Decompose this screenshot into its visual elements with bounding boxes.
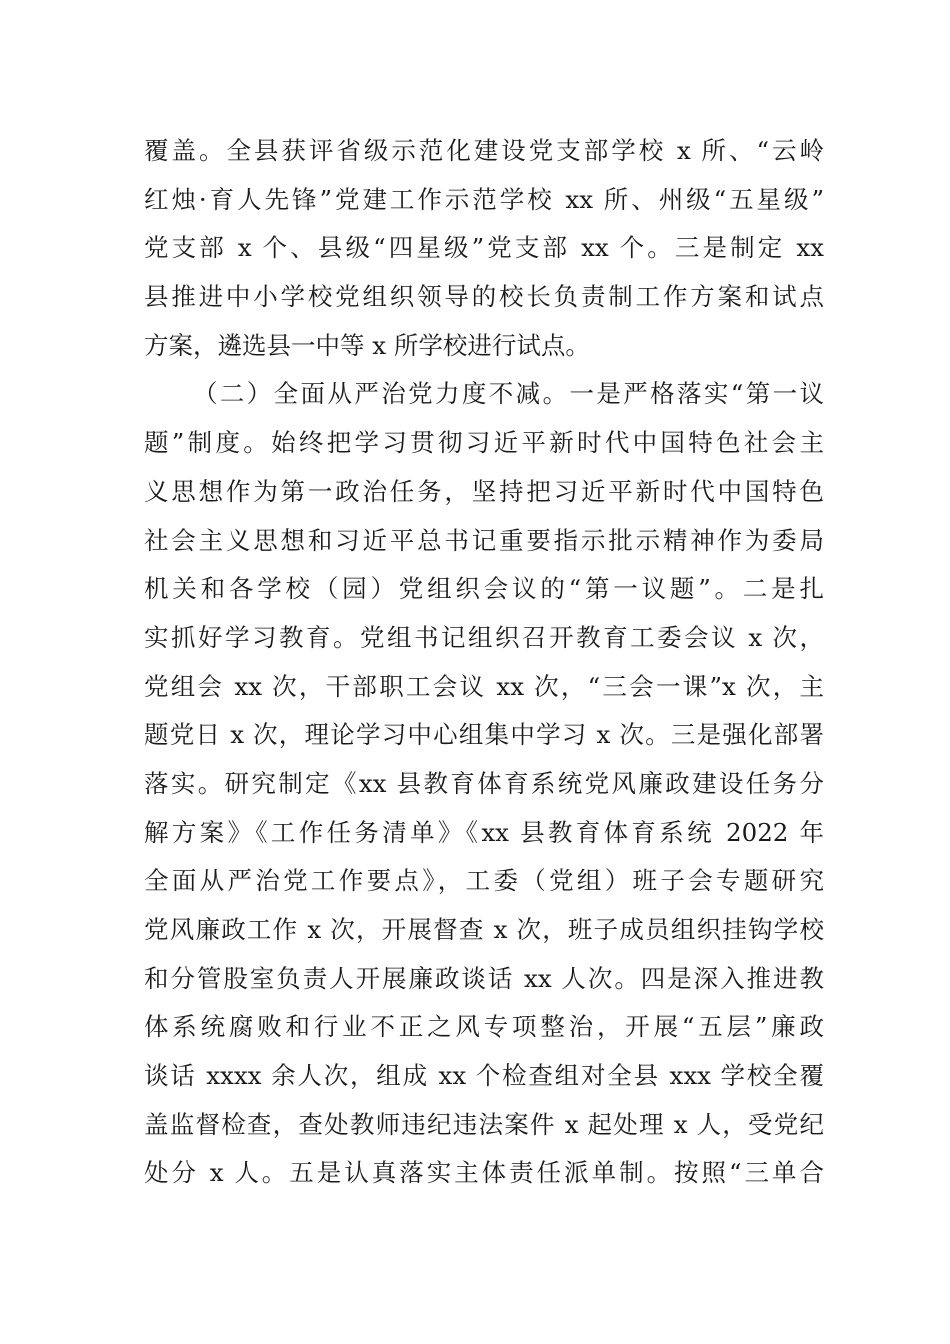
text-line: 红烛·育人先锋”党建工作示范学校 xx 所、州级“五星级” — [144, 184, 824, 214]
text-line: 县推进中小学校党组织领导的校长负责制工作方案和试点 — [144, 282, 824, 312]
text-line: 方案，遴选县一中等 x 所学校进行试点。 — [144, 330, 590, 360]
text-line: 覆盖。全县获评省级示范化建设党支部学校 x 所、“云岭 — [144, 136, 824, 165]
section-heading-line: （二）全面从严治党力度不减。一是严格落实“第一议 — [193, 379, 824, 409]
text-line: 题”制度。始终把学习贯彻习近平新时代中国特色社会主 — [144, 428, 824, 458]
body-text — [144, 127, 824, 1198]
text-line: 实抓好学习教育。党组书记组织召开教育工委会议 x 次， — [144, 622, 824, 652]
text-line: 处分 x 人。五是认真落实主体责任派单制。按照“三单合 — [144, 1158, 824, 1188]
text-line: 和分管股室负责人开展廉政谈话 xx 人次。四是深入推进教 — [144, 963, 824, 993]
text-line: 党风廉政工作 x 次，开展督查 x 次，班子成员组织挂钩学校 — [144, 915, 824, 944]
text-line: 解方案》《工作任务清单》《xx 县教育体育系统 2022 年 — [144, 817, 824, 847]
text-line: 谈话 xxxx 余人次，组成 xx 个检查组对全县 xxx 学校全覆 — [144, 1061, 824, 1091]
text-line: 党组会 xx 次，干部职工会议 xx 次，“三会一课”x 次，主 — [144, 671, 824, 701]
text-line: 社会主义思想和习近平总书记重要指示批示精神作为委局 — [144, 525, 824, 555]
text-line: 题党日 x 次，理论学习中心组集中学习 x 次。三是强化部署 — [144, 720, 824, 750]
text-line: 机关和各学校（园）党组织会议的“第一议题”。二是扎 — [144, 574, 824, 604]
text-line: 盖监督检查，查处教师违纪违法案件 x 起处理 x 人，受党纪 — [144, 1109, 824, 1139]
text-line: 体系统腐败和行业不正之风专项整治，开展“五层”廉政 — [144, 1012, 824, 1042]
text-line: 落实。研究制定《xx 县教育体育系统党风廉政建设任务分 — [144, 768, 824, 798]
text-line: 全面从严治党工作要点》，工委（党组）班子会专题研究 — [144, 866, 824, 896]
text-line: 义思想作为第一政治任务，坚持把习近平新时代中国特色 — [144, 476, 824, 506]
text-line: 党支部 x 个、县级“四星级”党支部 xx 个。三是制定 xx — [144, 233, 824, 263]
